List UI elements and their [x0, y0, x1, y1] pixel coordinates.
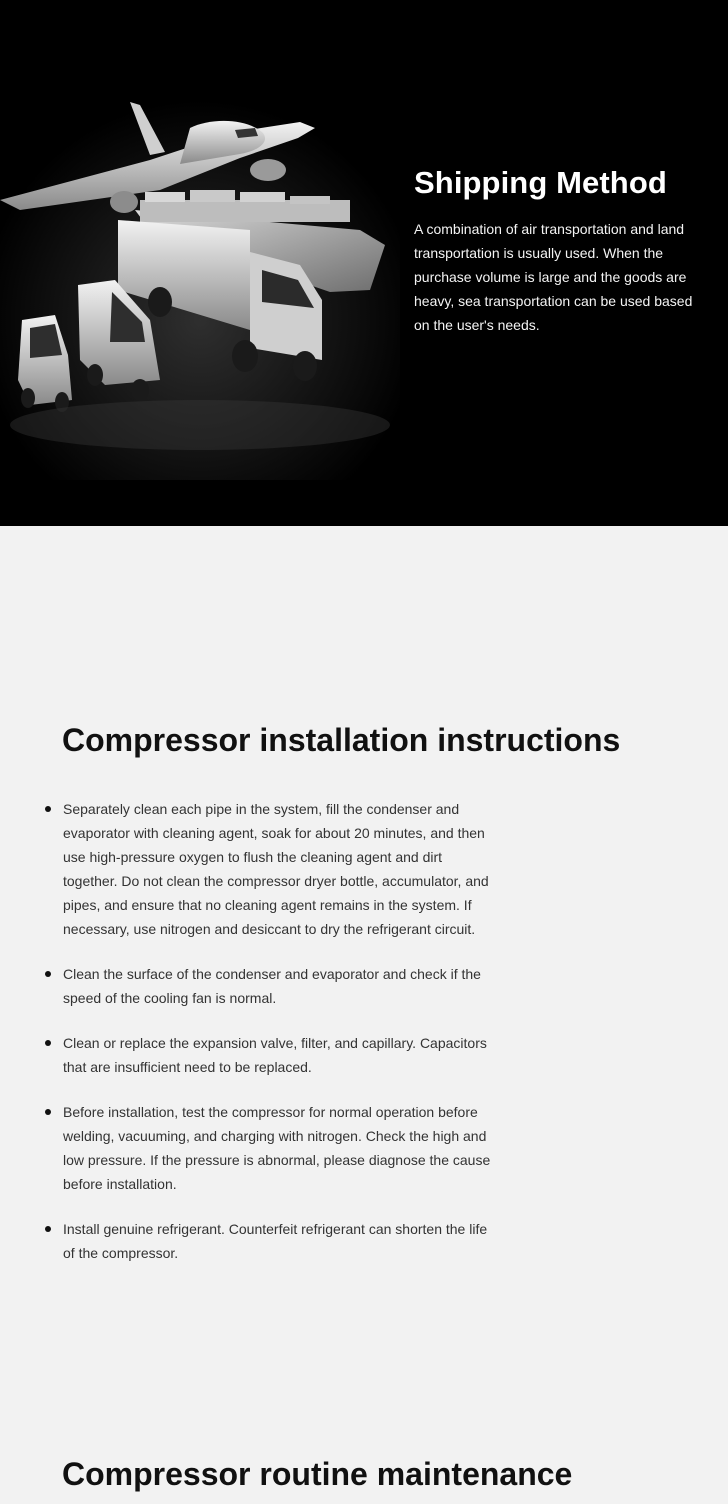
installation-list	[0, 797, 500, 1286]
bullet-icon	[45, 1109, 51, 1115]
list-item	[0, 1100, 493, 1196]
list-item	[0, 1031, 493, 1079]
list-item-text: Install genuine refrigerant. Counterfeit refrigerant can shorten the life of the compressor.	[63, 1221, 488, 1261]
shipping-title: Shipping Method	[414, 165, 667, 200]
shipping-banner	[0, 0, 728, 526]
bullet-icon	[45, 971, 51, 977]
shipping-text-block	[414, 165, 704, 337]
bullet-icon	[45, 806, 51, 812]
list-item-text: Clean or replace the expansion valve, filter, and capillary. Capacitors that are insufficient need to be replaced.	[63, 1035, 487, 1075]
vehicles-image	[0, 80, 400, 480]
installation-title: Compressor installation instructions	[62, 722, 621, 758]
list-item	[0, 1217, 493, 1265]
shipping-description: A combination of air transportation and land transportation is usually used. When the purchase volume is large and the goods are heavy, sea transportation can be used based on the user's needs.	[414, 221, 693, 333]
list-item-text: Before installation, test the compressor for normal operation before welding, vacuuming, and charging with nitrogen. Check the high and low pressure. If the pressure is abnormal, please diagnose the cause before installation.	[63, 1104, 491, 1192]
bullet-icon	[45, 1040, 51, 1046]
list-item-text: Separately clean each pipe in the system, fill the condenser and evaporator with cleaning agent, soak for about 20 minutes, and then use high-pressure oxygen to flush the cleaning agent and dirt together. Do not clean the compressor dryer bottle, accumulator, and pipes, and ensure that no cleaning agent remains in the system. If necessary, use nitrogen and desiccant to dry the refrigerant circuit.	[63, 801, 489, 937]
list-item	[0, 797, 493, 941]
list-item	[0, 962, 493, 1010]
maintenance-title: Compressor routine maintenance	[62, 1456, 573, 1492]
list-item-text: Clean the surface of the condenser and evaporator and check if the speed of the cooling fan is normal.	[63, 966, 481, 1006]
bullet-icon	[45, 1226, 51, 1232]
installation-section	[0, 526, 728, 1504]
